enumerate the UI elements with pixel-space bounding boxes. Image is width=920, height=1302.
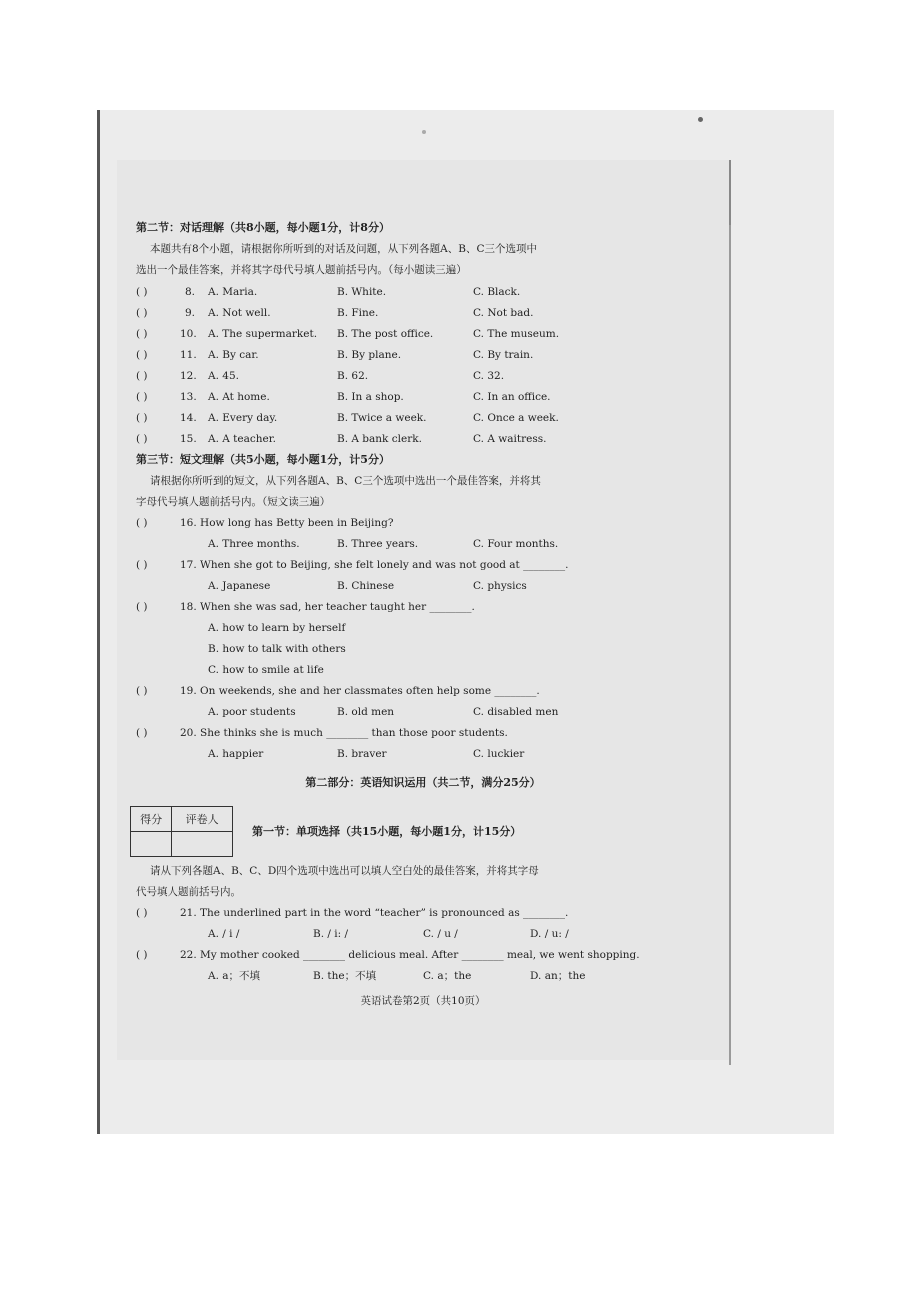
option-b: B. White. — [337, 286, 387, 298]
part2-title: 第二部分：英语知识运用（共二节，满分25分） — [305, 776, 541, 789]
option-c: C. 32. — [473, 370, 505, 382]
question-number: 15. — [180, 433, 197, 445]
option-c: C. disabled men — [473, 706, 559, 718]
option-a: A. Three months. — [208, 538, 300, 550]
part2-section1-title: 第一节：单项选择（共15小题，每小题1分，计15分） — [252, 825, 522, 838]
grader-header: 评卷人 — [172, 807, 233, 832]
scan-speck — [698, 117, 703, 122]
option-c: C. Not bad. — [473, 307, 534, 319]
option-b: B. Twice a week. — [337, 412, 427, 424]
section3-intro-line1: 请根据你所听到的短文，从下列各题A、B、C三个选项中选出一个最佳答案，并将其 — [150, 475, 541, 487]
option-c: C. physics — [473, 580, 527, 592]
option-d: D. an；the — [530, 970, 586, 982]
question-stem: 21. The underlined part in the word “teacher” is pronounced as ________. — [180, 907, 569, 919]
option-c: C. / u / — [423, 928, 458, 940]
part2-intro-line2: 代号填人题前括号内。 — [136, 886, 241, 898]
section2-intro-line1: 本题共有8个小题，请根据你所听到的对话及问题，从下列各题A、B、C三个选项中 — [150, 243, 538, 255]
page-footer: 英语试卷第2页（共10页） — [360, 995, 486, 1007]
answer-bracket[interactable]: ( ) — [136, 412, 148, 424]
question-number: 12. — [180, 370, 197, 382]
question-number: 9. — [185, 307, 196, 319]
option-c: C. Four months. — [473, 538, 559, 550]
option-b: B. how to talk with others — [208, 643, 346, 655]
question-stem: 19. On weekends, she and her classmates often help some ________. — [180, 685, 540, 697]
option-c: C. Black. — [473, 286, 521, 298]
question-number: 10. — [180, 328, 197, 340]
answer-bracket[interactable]: ( ) — [136, 601, 148, 613]
answer-bracket[interactable]: ( ) — [136, 907, 148, 919]
option-b: B. In a shop. — [337, 391, 404, 403]
option-b: B. braver — [337, 748, 387, 760]
answer-bracket[interactable]: ( ) — [136, 286, 148, 298]
question-number: 11. — [180, 349, 197, 361]
option-b: B. Fine. — [337, 307, 379, 319]
option-a: A. a；不填 — [208, 970, 261, 982]
scan-edge — [97, 110, 100, 1134]
section2-intro-line2: 选出一个最佳答案，并将其字母代号填人题前括号内。（每小题读三遍） — [136, 264, 467, 276]
option-a: A. how to learn by herself — [208, 622, 346, 634]
option-a: A. Every day. — [208, 412, 278, 424]
option-a: A. Maria. — [208, 286, 258, 298]
answer-bracket[interactable]: ( ) — [136, 559, 148, 571]
option-b: B. The post office. — [337, 328, 434, 340]
question-stem: 22. My mother cooked ________ delicious meal. After ________ meal, we went shopping. — [180, 949, 640, 961]
option-b: B. By plane. — [337, 349, 402, 361]
option-a: A. poor students — [208, 706, 296, 718]
option-c: C. In an office. — [473, 391, 551, 403]
part2-intro-line1: 请从下列各题A、B、C、D四个选项中选出可以填人空白处的最佳答案，并将其字母 — [150, 865, 539, 877]
question-number: 14. — [180, 412, 197, 424]
option-a: A. At home. — [208, 391, 270, 403]
score-cell[interactable] — [131, 832, 172, 857]
option-a: A. By car. — [208, 349, 259, 361]
answer-bracket[interactable]: ( ) — [136, 370, 148, 382]
option-d: D. / u: / — [530, 928, 569, 940]
scan-speck — [422, 130, 426, 134]
answer-bracket[interactable]: ( ) — [136, 727, 148, 739]
option-c: C. Once a week. — [473, 412, 559, 424]
section3-intro-line2: 字母代号填人题前括号内。（短文读三遍） — [136, 496, 331, 508]
option-a: A. The supermarket. — [208, 328, 318, 340]
answer-bracket[interactable]: ( ) — [136, 349, 148, 361]
answer-bracket[interactable]: ( ) — [136, 517, 148, 529]
answer-bracket[interactable]: ( ) — [136, 949, 148, 961]
option-b: B. Three years. — [337, 538, 419, 550]
option-c: C. The museum. — [473, 328, 560, 340]
option-a: A. Japanese — [208, 580, 271, 592]
answer-bracket[interactable]: ( ) — [136, 307, 148, 319]
grader-cell[interactable] — [172, 832, 233, 857]
option-c: C. A waitress. — [473, 433, 547, 445]
option-c: C. By train. — [473, 349, 534, 361]
option-b: B. old men — [337, 706, 395, 718]
score-table — [130, 806, 233, 857]
answer-bracket[interactable]: ( ) — [136, 685, 148, 697]
option-c: C. luckier — [473, 748, 525, 760]
answer-bracket[interactable]: ( ) — [136, 391, 148, 403]
question-number: 8. — [185, 286, 196, 298]
question-stem: 17. When she got to Beijing, she felt lonely and was not good at ________. — [180, 559, 569, 571]
section2-title: 第二节：对话理解（共8小题，每小题1分，计8分） — [136, 221, 390, 234]
question-stem: 20. She thinks she is much ________ than those poor students. — [180, 727, 508, 739]
option-b: B. Chinese — [337, 580, 395, 592]
option-a: A. 45. — [208, 370, 239, 382]
option-a: A. Not well. — [208, 307, 271, 319]
question-stem: 18. When she was sad, her teacher taught her ________. — [180, 601, 475, 613]
option-c: C. a；the — [423, 970, 472, 982]
option-b: B. / i: / — [313, 928, 349, 940]
option-a: A. A teacher. — [208, 433, 276, 445]
option-a: A. happier — [208, 748, 264, 760]
option-b: B. the；不填 — [313, 970, 377, 982]
score-header: 得分 — [131, 807, 172, 832]
question-number: 13. — [180, 391, 197, 403]
option-a: A. / i / — [208, 928, 240, 940]
answer-bracket[interactable]: ( ) — [136, 328, 148, 340]
answer-bracket[interactable]: ( ) — [136, 433, 148, 445]
section3-title: 第三节：短文理解（共5小题，每小题1分，计5分） — [136, 453, 390, 466]
question-stem: 16. How long has Betty been in Beijing? — [180, 517, 394, 529]
option-b: B. 62. — [337, 370, 369, 382]
option-c: C. how to smile at life — [208, 664, 324, 676]
page-border — [729, 225, 731, 1065]
option-b: B. A bank clerk. — [337, 433, 422, 445]
